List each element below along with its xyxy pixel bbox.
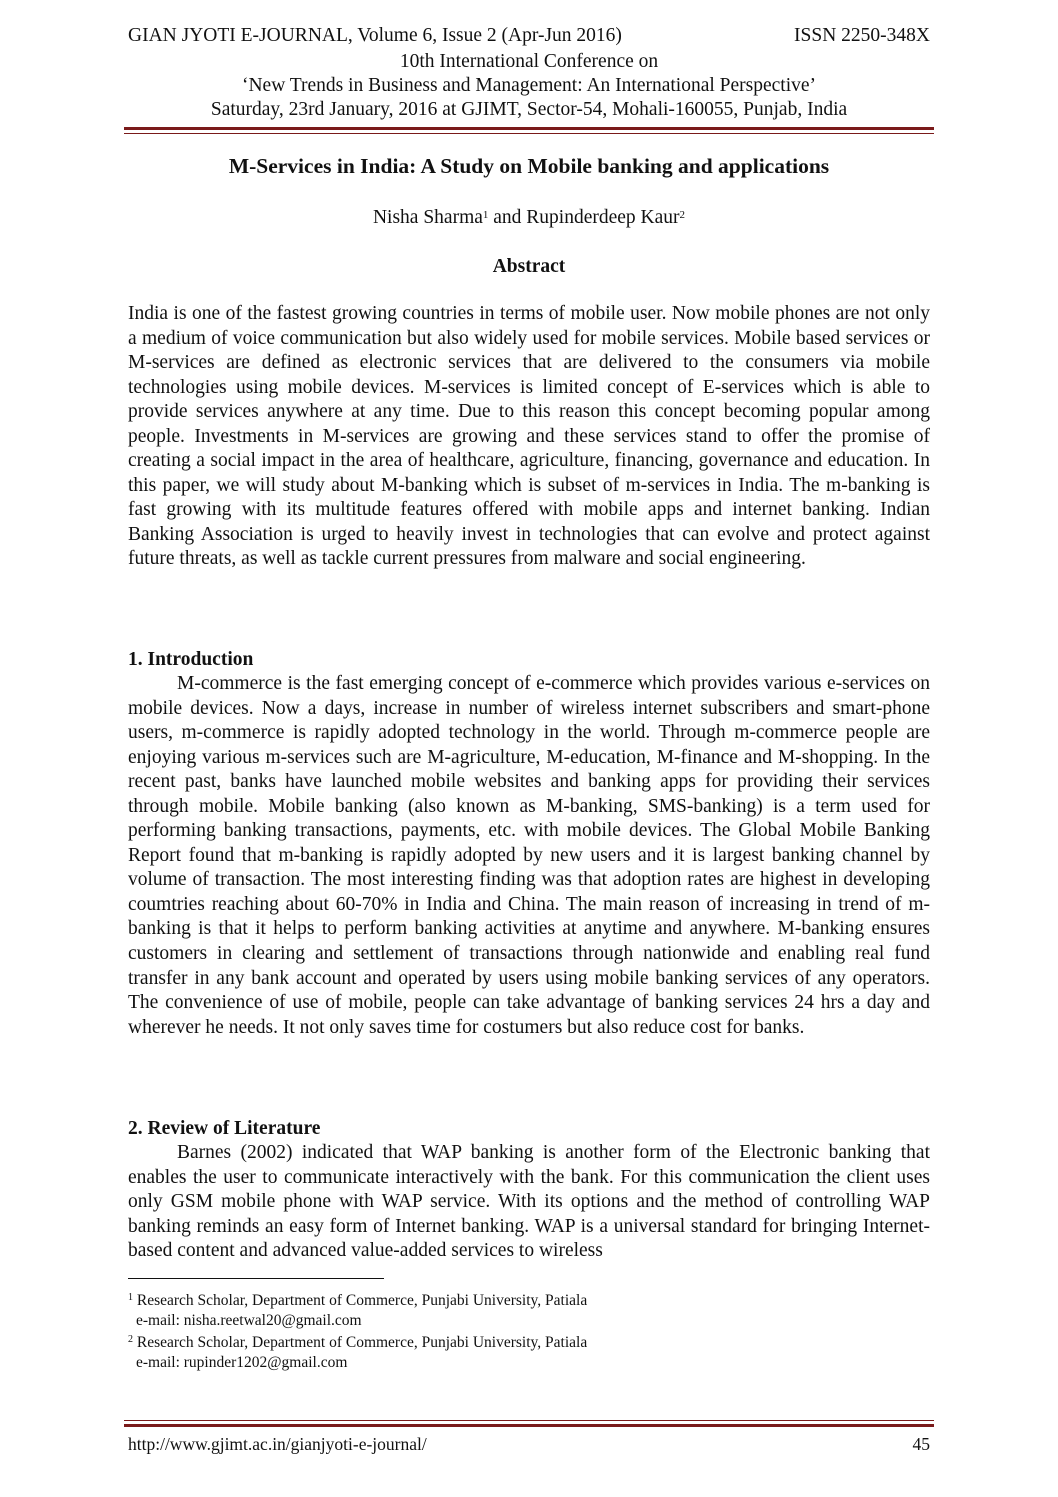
section-paragraph: Barnes (2002) indicated that WAP banking is another form of the Electronic banking that enables the user to communicate interactively with the bank. For this communication the client uses only GSM mobile phone with WAP service. With its options and the method of controlling WAP banking reminds an easy form of Internet banking. WAP is a universal standard for bringing Internet-based content and advanced value-added services to wireless: [128, 1142, 930, 1262]
footnote: [128, 1291, 587, 1311]
page-number: 45: [912, 1434, 930, 1454]
footnote-mark: 2: [128, 1334, 133, 1345]
paper-title: M-Services in India: A Study on Mobile banking and applications: [228, 154, 830, 178]
footnote-email: e-mail: nisha.reetwal20@gmail.com: [136, 1312, 362, 1329]
abstract-text: India is one of the fastest growing countries in terms of mobile user. Now mobile phones are not only a medium of voice communication but also widely used for mobile services. Mobile based services or M-services are defined as electronic services that are delivered to the consumers via mobile technologies using mobile devices. M-services is limited concept of E-services which is able to provide services anywhere at any time. Due to this reason this concept becoming popular among people. Investments in M-services are growing and these services stand to offer the promise of creating a social impact in the area of healthcare, agriculture, financing, governance and education. In this paper, we will study about M-banking which is subset of m-services in India. The m-banking is fast growing with its multitude features offered with mobile apps and internet banking. Indian Banking Association is urged to heavily invest in technologies that can evolve and protect against future threats, as well as tackle current pressures from malware and social engineering.: [128, 303, 930, 570]
conference-date-venue: Saturday, 23rd January, 2016 at GJIMT, Sector-54, Mohali-160055, Punjab, India: [210, 99, 848, 120]
footnote-email: e-mail: rupinder1202@gmail.com: [136, 1354, 348, 1371]
conference-theme: ‘New Trends in Business and Management: An International Perspective’: [241, 75, 817, 96]
header-rule-thin: [124, 133, 934, 134]
header-rule-thick: [124, 127, 934, 130]
footnote-separator: [128, 1278, 384, 1279]
footnote-affiliation: Research Scholar, Department of Commerce, Punjabi University, Patiala: [136, 1292, 588, 1309]
author-line: [128, 206, 930, 230]
journal-url-link[interactable]: http://www.gjimt.ac.in/gianjyoti-e-journal/: [128, 1434, 427, 1454]
conference-name: 10th International Conference on: [399, 51, 659, 72]
footnote: [128, 1333, 587, 1353]
journal-citation: GIAN JYOTI E-JOURNAL, Volume 6, Issue 2 (Apr-Jun 2016): [128, 25, 622, 46]
section-heading: 1. Introduction: [128, 649, 254, 670]
abstract-heading: Abstract: [492, 256, 566, 277]
section-heading: 2. Review of Literature: [128, 1118, 321, 1139]
author-name: Nisha Sharma: [372, 207, 483, 228]
issn: ISSN 2250-348X: [794, 25, 930, 46]
footer-rule-thin: [124, 1420, 934, 1421]
footnote-affiliation: Research Scholar, Department of Commerce, Punjabi University, Patiala: [136, 1334, 588, 1351]
footer-rule-thick: [124, 1424, 934, 1427]
footnote-mark: 1: [128, 1292, 133, 1303]
author-footnote-mark: 2: [679, 209, 686, 221]
author-name: Rupinderdeep Kaur: [526, 207, 680, 228]
running-header: [128, 24, 930, 48]
section-paragraph: M-commerce is the fast emerging concept of e-commerce which provides various e-services on mobile devices. Now a days, increase in number of wireless internet subscribers and smart-phone users, m-commerce is rapidly adopted technology in the world. Through m-commerce people are enjoying various m-services such are M-agriculture, M-education, M-finance and M-shopping. In the recent past, banks have launched mobile websites and banking apps for providing their services through mobile. Mobile banking (also known as M-banking, SMS-banking) is a term used for performing banking transactions, payments, etc. with mobile devices. The Global Mobile Banking Report found that m-banking is rapidly adopted by new users and it is largest banking channel by volume of transaction. The most interesting finding was that adoption rates are highest in developing coumtries reaching about 60-70% in India and China. The main reason of increasing in trend of m-banking is that it helps to perform banking activities at anytime and anywhere. M-banking ensures customers in clearing and settlement of transactions through nationwide and enabling real fund transfer in any bank account and operated by users using mobile banking services of any operators. The convenience of use of mobile, people can take advantage of banking services 24 hrs a day and wherever he needs. It not only saves time for costumers but also reduce cost for banks.: [128, 673, 930, 1038]
author-footnote-mark: 1: [482, 209, 489, 221]
author-joiner: and: [488, 207, 527, 228]
